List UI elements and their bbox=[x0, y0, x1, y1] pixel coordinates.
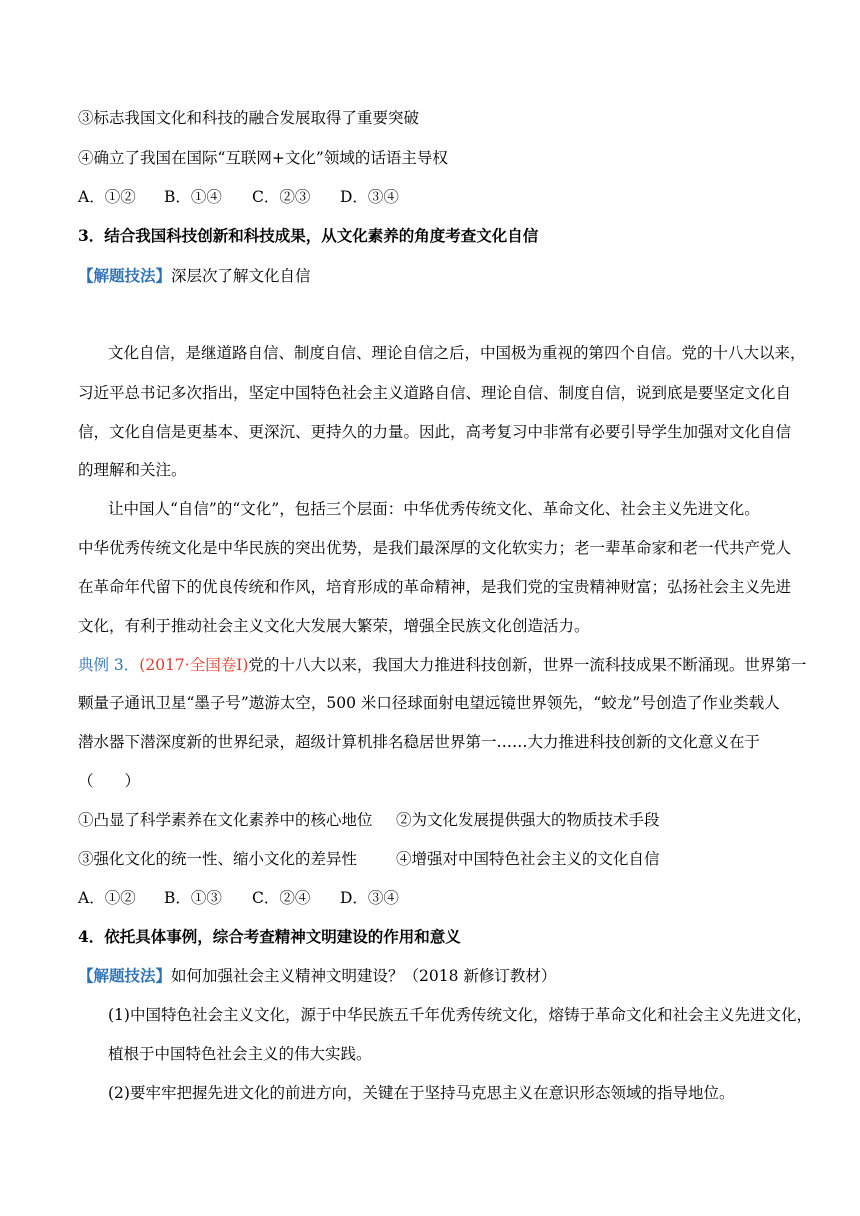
option-4-text: ④确立了我国在国际“互联网+文化”领域的话语主导权 bbox=[78, 149, 448, 167]
example-line-1 bbox=[78, 655, 806, 675]
option-3-text: ③标志我国文化和科技的融合发展取得了重要突破 bbox=[78, 109, 420, 127]
option-3: ③强化文化的统一性、缩小文化的差异性 bbox=[78, 850, 358, 868]
section-3-heading: 3．结合我国科技创新和科技成果，从文化素养的角度考查文化自信 bbox=[78, 226, 539, 245]
para1-line-4: 的理解和关注。 bbox=[78, 461, 187, 479]
section-4-heading: 4．依托具体事例，综合考查精神文明建设的作用和意义 bbox=[78, 927, 461, 946]
answer-choices-2 bbox=[78, 888, 399, 908]
para2-line-1: 让中国人“自信”的“文化”，包括三个层面：中华优秀传统文化、革命文化、社会主义先进文化。 bbox=[108, 500, 760, 518]
option-4: ④增强对中国特色社会主义的文化自信 bbox=[396, 850, 660, 868]
section-4-tip bbox=[78, 966, 556, 986]
tip-label: 【解题技法】 bbox=[78, 966, 172, 985]
para2-line-2: 中华优秀传统文化是中华民族的突出优势，是我们最深厚的文化软实力；老一辈革命家和老一代共产党人 bbox=[78, 539, 792, 557]
point-2: (2)要牢牢把握先进文化的前进方向，关键在于坚持马克思主义在意识形态领域的指导地位。 bbox=[108, 1084, 735, 1102]
example-text-1: 党的十八大以来，我国大力推进科技创新，世界一流科技成果不断涌现。世界第一 bbox=[248, 656, 807, 674]
choice-b: B．①③ bbox=[164, 889, 222, 907]
para1-line-2: 习近平总书记多次指出，坚定中国特色社会主义道路自信、理论自信、制度自信，说到底是要坚定文化自 bbox=[78, 384, 792, 402]
point-1-line-2: 植根于中国特色社会主义的伟大实践。 bbox=[108, 1045, 372, 1063]
tip-text: 如何加强社会主义精神文明建设？（2018 新修订教材） bbox=[171, 967, 557, 985]
example-line-3: 潜水器下潜深度新的世界纪录，超级计算机排名稳居世界第一……大力推进科技创新的文化意义在于 bbox=[78, 733, 761, 751]
choice-d: D．③④ bbox=[340, 889, 399, 907]
section-3-tip bbox=[78, 266, 311, 286]
choice-c: C．②④ bbox=[252, 889, 311, 907]
choice-c: C．②③ bbox=[252, 188, 311, 206]
option-1: ①凸显了科学素养在文化素养中的核心地位 bbox=[78, 811, 373, 829]
choice-a: A．①② bbox=[78, 188, 136, 206]
options-row-2 bbox=[78, 849, 660, 869]
option-2: ②为文化发展提供强大的物质技术手段 bbox=[396, 811, 660, 829]
example-answer-blank: （ ） bbox=[78, 772, 141, 790]
choice-a: A．①② bbox=[78, 889, 136, 907]
example-label: 典例 3． bbox=[78, 656, 140, 674]
para2-line-3: 在革命年代留下的优良传统和作风，培育形成的革命精神，是我们党的宝贵精神财富；弘扬社会主义先进 bbox=[78, 578, 792, 596]
choice-b: B．①④ bbox=[164, 188, 222, 206]
para2-line-4: 文化，有利于推动社会主义文化大发展大繁荣，增强全民族文化创造活力。 bbox=[78, 617, 590, 635]
example-line-2: 颗量子通讯卫星“墨子号”遨游太空，500 米口径球面射电望远镜世界领先，“蛟龙”号创造了作业类载人 bbox=[78, 694, 780, 712]
tip-label: 【解题技法】 bbox=[78, 266, 172, 285]
options-row-1 bbox=[78, 810, 660, 830]
para1-line-3: 信，文化自信是更基本、更深沉、更持久的力量。因此，高考复习中非常有必要引导学生加强对文化自信 bbox=[78, 423, 792, 441]
point-1-line-1: (1)中国特色社会主义文化，源于中华民族五千年优秀传统文化，熔铸于革命文化和社会主义先进文化， bbox=[108, 1006, 812, 1024]
para1-line-1: 文化自信，是继道路自信、制度自信、理论自信之后，中国极为重视的第四个自信。党的十八大以来， bbox=[108, 344, 806, 362]
example-source: (2017·全国卷Ⅰ) bbox=[139, 656, 249, 674]
answer-choices-1 bbox=[78, 187, 399, 207]
tip-text: 深层次了解文化自信 bbox=[171, 267, 311, 285]
choice-d: D．③④ bbox=[340, 188, 399, 206]
